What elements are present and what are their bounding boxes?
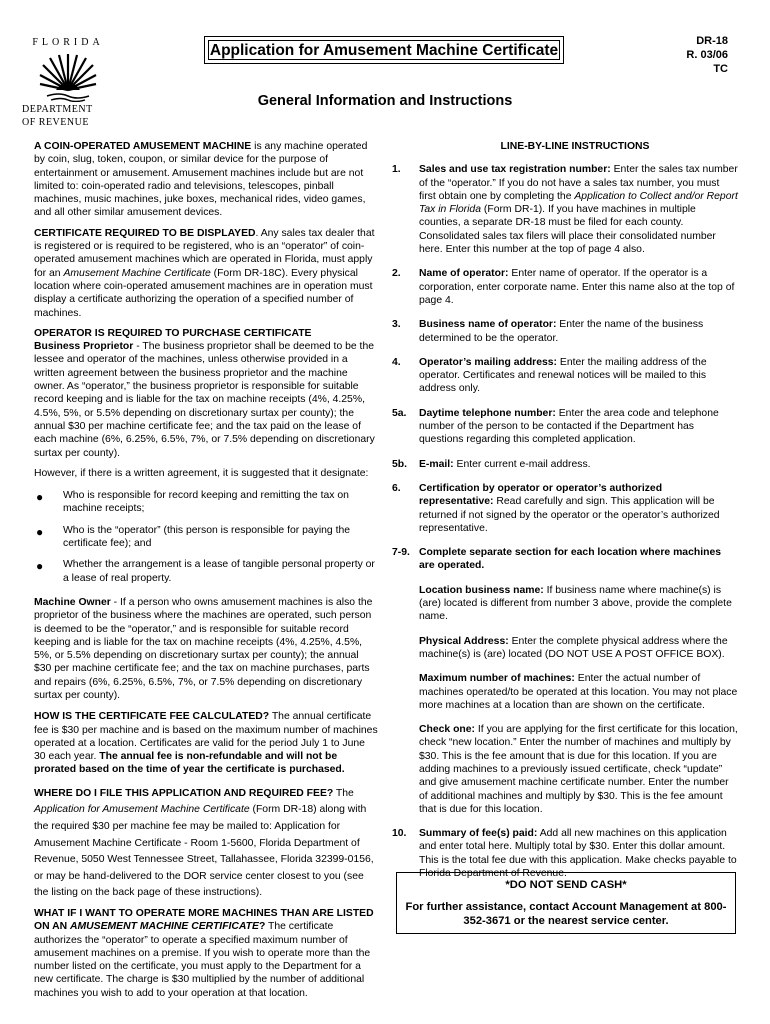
bullet-dot-icon: ● <box>36 524 44 539</box>
right-column <box>392 140 738 887</box>
left-column <box>34 140 378 1007</box>
line-instructions-heading: LINE-BY-LINE INSTRUCTIONS <box>500 141 650 152</box>
instruction-item: 1. Sales and use tax registration number: Enter the sales tax number of the “operator.” If you do not have a sales tax number, you must first obtain one by completing the Application to Collect and/or Report Tax in Florida (Form DR-1). If you have machines in multiple counties, a separate DR-18 must be filed for each county. Consolidated sales tax filers will place their consolidated number here. Enter this number at the top of page 4 also. <box>392 164 738 256</box>
list-item: ● Who is responsible for record keeping and remitting the tax on machine receipts; <box>36 490 349 515</box>
logo-department: DEPARTMENT <box>22 104 93 116</box>
form-number-block <box>686 34 728 76</box>
instruction-subitem: Maximum number of machines: Enter the actual number of machines operated/to be operated at this location. You may not place more machines at a location than are shown on the certificate. <box>419 673 738 711</box>
instruction-item: 7-9. Complete separate section for each location where machines are operated. <box>392 547 722 572</box>
instruction-subitem: Location business name: If business name where machine(s) is (are) located is different from number 3 above, provide the complete name. <box>419 584 732 623</box>
instruction-subitem: Physical Address: Enter the complete physical address where the machine(s) is (are) located (DO NOT USE A POST OFFICE BOX). <box>419 635 728 660</box>
assistance-contact: For further assistance, contact Account Management at 800-352-3671 or the nearest service center. <box>405 901 727 927</box>
instruction-subitem: Check one: If you are applying for the first certificate for this location, check “new location.” Enter the number of machines and multiply by $30. This is the fee amount that is due for this location. If you are adding machines to a previously issued certificate, check “update” and give amusement machine certificate number. Enter the number of additional machines and multiply by $30. This is the fee amount that is due for this location. <box>419 724 738 815</box>
paragraph-where-to-file: WHERE DO I FILE THIS APPLICATION AND REQUIRED FEE? The Application for Amusement Machine Certificate (Form DR-18) along with the required $30 per machine fee may be mailed to: Application for Amusement Machine Certificate - Room 1-5600, Florida Department of Revenue, 5050 West Tennessee Street, Tallahassee, Florida 32399-0156, or may be hand-delivered to the DOR service center closest to you (see the listing on the back page of these instructions). <box>34 787 374 899</box>
instruction-item: 4. Operator’s mailing address: Enter the mailing address of the operator. Certificates and renewal notices will be mailed to this address only. <box>392 356 707 395</box>
logo-of-revenue: OF REVENUE <box>22 117 89 129</box>
instruction-item: 10. Summary of fee(s) paid: Add all new machines on this application and enter total here. Multiply total by $30. Enter this dollar amount. This is the total fee due with this application. Make checks payable to Florida Department of Revenue. <box>392 828 737 880</box>
instruction-item: 3. Business name of operator: Enter the name of the business determined to be the operator. <box>392 319 704 344</box>
form-revision: R. 03/06 <box>686 49 728 61</box>
form-title: Application for Amusement Machine Certificate <box>209 42 559 59</box>
bullet-dot-icon: ● <box>36 559 44 574</box>
instruction-item: 5b. E-mail: Enter current e-mail address. <box>392 458 591 470</box>
instruction-item: 6. Certification by operator or operator’s authorized representative: Read carefully and sign. This application will be returned if not signed by the operator or the operator’s authorized representative. <box>392 482 720 534</box>
paragraph-more-machines: WHAT IF I WANT TO OPERATE MORE MACHINES THAN ARE LISTED ON AN AMUSEMENT MACHINE CERTIFICATE? The certificate authorizes the “operator” to operate a specified maximum number of amusement machines on a premise. If you wish to operate more than the number listed on the certificate, you must apply to the Department for a new certificate. The charge is $30 multiplied by the number of additional machines you wish to add to your operation at that location. <box>34 907 374 999</box>
form-code: TC <box>713 63 728 75</box>
paragraph-machine-owner: Machine Owner - If a person who owns amusement machines is also the proprietor of the business where the machines are operated, such person is deemed to be the “operator,” and is responsible for suitable record keeping and is liable for the tax on machine receipts (4%, 4.25%, 4.5%, 5%, or 5.5% depending on discretionary surtax per county); the annual $30 per machine certificate fee; and the tax on machine purchases, parts and repairs (6%, 6.25%, 6.5%, 7%, or 7.5% depending on discretionary surtax per county). <box>34 596 373 701</box>
instruction-item: 5a. Daytime telephone number: Enter the area code and telephone number of the person to be contacted if the Department has questions regarding this completed application. <box>392 407 719 446</box>
paragraph-fee-calculation: HOW IS THE CERTIFICATE FEE CALCULATED? The annual certificate fee is $30 per machine and is based on the maximum number of machines operated at a location. Certificates are valid for the period July 1 to June 30 each year. The annual fee is non-refundable and will not be prorated based on the time of year the certificate is purchased. <box>34 711 378 776</box>
paragraph-operator-required: OPERATOR IS REQUIRED TO PURCHASE CERTIFICATE Business Proprietor - The business proprietor shall be deemed to be the lessee and operator of the machines, unless otherwise provided in a written agreement between the business proprietor and the machine owner. As “operator,” the business proprietor is responsible for suitable record keeping and is liable for the tax on machine receipts (4%, 4.25%, 4.5%, 5%, or 5.5% depending on discretionary surtax per county); the annual $30 per machine certificate fee; and the tax paid on the lease of each machine (6%, 6.25%, 6.5%, 7%, or 7.5% depending on discretionary surtax per county). <box>34 327 378 460</box>
list-item: ● Who is the “operator” (this person is responsible for paying the certificate fee); and <box>36 524 351 550</box>
notice-box <box>396 872 736 934</box>
no-cash-notice: *DO NOT SEND CASH* <box>505 879 627 891</box>
logo-state-name: FLORIDA <box>32 37 104 48</box>
form-number: DR-18 <box>696 35 728 47</box>
page-subtitle: General Information and Instructions <box>257 93 513 109</box>
section-heading: OPERATOR IS REQUIRED TO PURCHASE CERTIFICATE <box>34 327 312 339</box>
bullet-dot-icon: ● <box>36 490 44 505</box>
paragraph-written-agreement: However, if there is a written agreement, it is suggested that it designate: <box>34 467 369 479</box>
paragraph-certificate-required: CERTIFICATE REQUIRED TO BE DISPLAYED. Any sales tax dealer that is registered or is required to be registered, who is an “operator” of coin-operated amusement machines which are operated in Florida, must apply for an Amusement Machine Certificate (Form DR-18C). Every physical location where coin-operated amusement machines are in operation must display a certificate authorizing the operation of a specified number of machines. <box>34 227 375 319</box>
list-item: ● Whether the arrangement is a lease of tangible personal property or a lease of real property. <box>36 559 375 584</box>
form-title-box <box>204 36 564 64</box>
dor-logo <box>22 36 114 128</box>
instruction-item: 2. Name of operator: Enter name of operator. If the operator is a corporation, enter corporate name. Enter this name also at the top of page 4. <box>392 268 735 306</box>
paragraph-definition: A COIN-OPERATED AMUSEMENT MACHINE is any machine operated by coin, slug, token, coupon, or similar device for the purpose of entertainment or amusement. Amusement machines include but are not limited to: coin-operated radio and televisions, telescopes, pinball machines, music machines, juke boxes, mechanical rides, video games, and all other similar amusement devices. <box>34 141 368 219</box>
